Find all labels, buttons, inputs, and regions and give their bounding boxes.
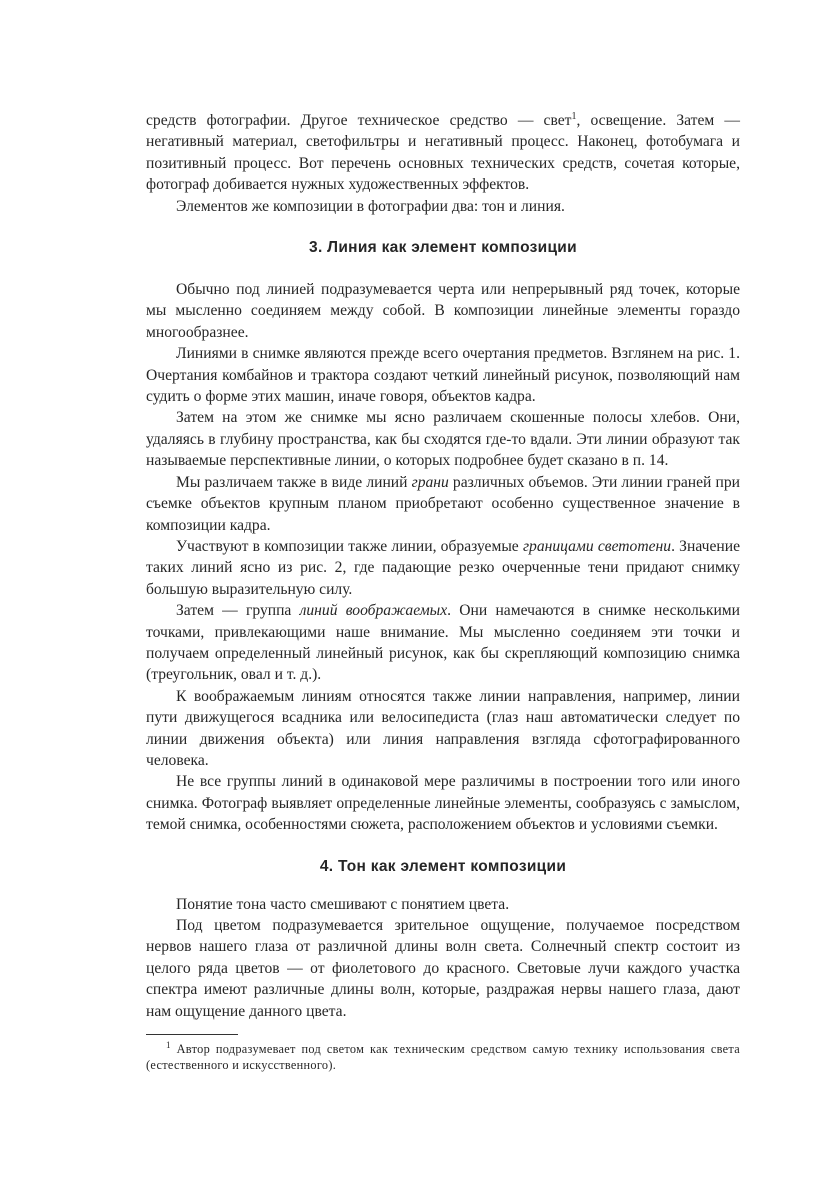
paragraph-text: Затем — группа <box>176 602 300 620</box>
paragraph <box>146 600 740 686</box>
paragraph-elements: Элементов же композиции в фотографии два: тон и линия. <box>176 197 565 215</box>
footnote-text: Автор подразумевает под светом как техническим средством самую технику использования света (естественного и искусственного). <box>146 1042 741 1073</box>
section-heading-tone: 4. Тон как элемент композиции <box>319 857 567 875</box>
paragraph <box>146 472 740 536</box>
paragraph-text: . Значение таких линий ясно из рис. 2, где падающие резко очерченные тени придают снимку большую выразительную силу. <box>146 537 740 598</box>
italic-term: границами светотени <box>522 537 672 555</box>
paragraph-text: Мы различаем также в виде линий <box>176 473 412 491</box>
paragraph: Под цветом подразумевается зрительное ощущение, получаемое посредством нервов нашего глаза от различной длины волн света. Солнечный спектр состоит из целого ряда цветов — от фиолетового до красного. Световые лучи каждого участка спектра имеют различные длины волн, которые, раздражая нервы нашего глаза, дают нам ощущение данного цвета. <box>146 917 740 1020</box>
paragraph-text: средств фотографии. Другое техническое средство — свет <box>146 112 572 129</box>
italic-term: грани <box>411 473 449 491</box>
footnote-mark: 1 <box>166 1039 171 1050</box>
footnote-divider <box>146 1034 238 1035</box>
paragraph: Линиями в снимке являются прежде всего очертания предметов. Взглянем на рис. 1. Очертания комбайнов и трактора создают четкий линейный рисунок, позволяющий нам судить о форме этих машин, иначе говоря, объектов кадра. <box>146 345 740 406</box>
paragraph: К воображаемым линиям относятся также линии направления, например, линии пути движущегося всадника или велосипедиста (глаз наш автоматически следует по линии движения объекта) или линия направления взгляда сфотографированного человека. <box>146 687 740 769</box>
paragraph: Понятие тона часто смешивают с понятием цвета. <box>176 895 510 913</box>
footnote-reference: 1 <box>571 110 577 122</box>
paragraph: Не все группы линий в одинаковой мере различимы в построении того или иного снимка. Фотограф выявляет определенные линейные элементы, сообразуясь с замыслом, темой снимка, особенностями сюжета, расположением объектов и условиями съемки. <box>146 773 740 834</box>
footnote <box>146 1041 740 1073</box>
paragraph: Затем на этом же снимке мы ясно различаем скошенные полосы хлебов. Они, удаляясь в глубину пространства, как бы сходятся где-то вдали. Эти линии образуют так называемые перспективные линии, о которых подробнее будет сказано в п. 14. <box>146 409 740 470</box>
paragraph-text: . Они намечаются в снимке несколькими точками, привлекающими наше внимание. Мы мысленно соединяем эти точки и получаем определенный линейный рисунок, как бы скрепляющий композицию снимка (треугольник, овал и т. д.). <box>146 602 740 684</box>
paragraph-tech-means <box>146 110 740 196</box>
paragraph-text: , освещение. Затем — негативный материал, светофильтры и негативный процесс. Наконец, фотобумага и позитивный процесс. Вот перечень основных технических средств, сочетая которые, фотограф добивается нужных художественных эффектов. <box>146 112 740 194</box>
italic-term: линий воображаемых <box>299 602 448 620</box>
paragraph-text: различных объемов. Эти линии граней при съемке объектов крупным планом приобретают особенно существенное значение в композиции кадра. <box>146 473 740 534</box>
paragraph <box>146 536 740 600</box>
paragraph-text: Участвуют в композиции также линии, образуемые <box>176 537 523 555</box>
paragraph: Обычно под линией подразумевается черта или непрерывный ряд точек, которые мы мысленно соединяем между собой. В композиции линейные элементы гораздо многообразнее. <box>146 281 740 341</box>
page-content <box>146 110 740 1073</box>
section-heading-line: 3. Линия как элемент композиции <box>309 239 577 257</box>
